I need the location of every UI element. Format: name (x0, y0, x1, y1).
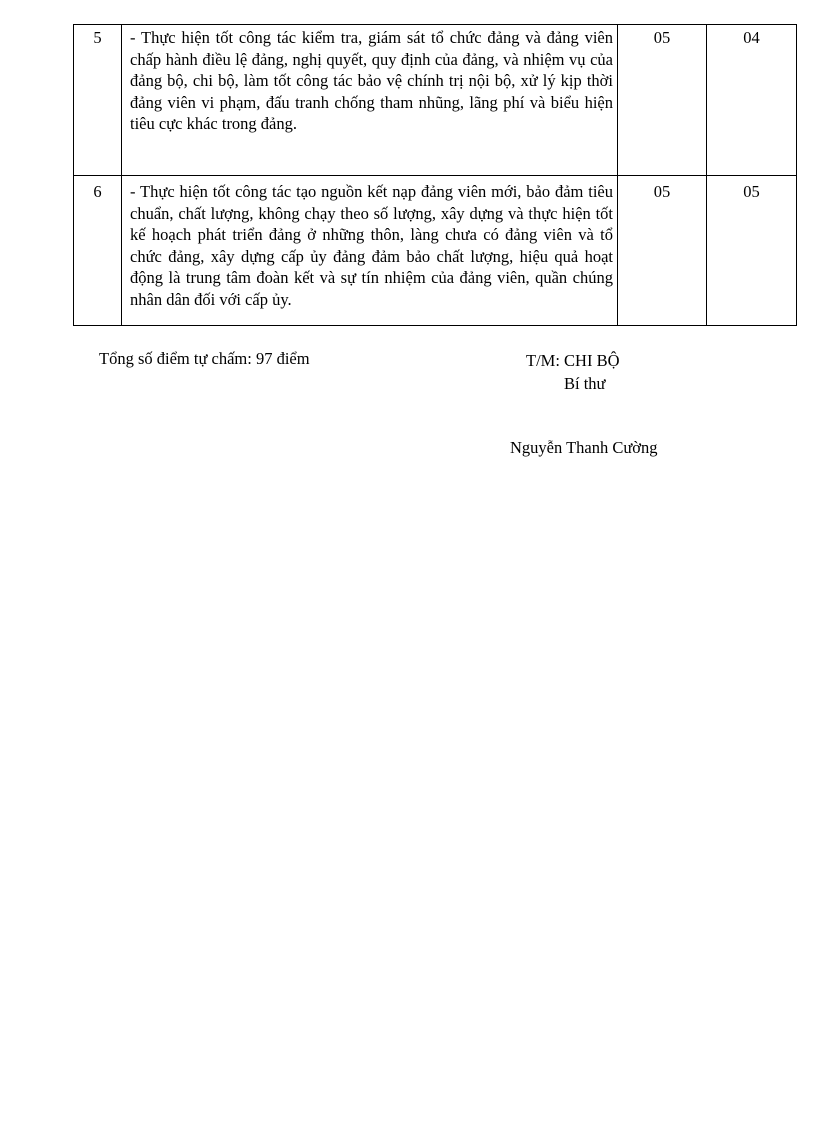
row-number-cell (74, 25, 122, 176)
table-row (74, 176, 797, 326)
row-number: 5 (93, 28, 102, 47)
criterion-content-cell (122, 25, 618, 176)
criterion-content: - Thực hiện tốt công tác kiểm tra, giám sát tổ chức đảng và đảng viên chấp hành điều lệ đảng, nghị quyết, quy định của đảng, và nhiệm vụ của đảng bộ, chi bộ, làm tốt công tác bảo vệ chính trị nội bộ, xử lý kịp thời đảng viên vi phạm, đấu tranh chống tham nhũng, lãng phí và biểu hiện tiêu cực khác trong đảng. (130, 28, 613, 133)
signature-block (500, 349, 690, 459)
signer-name: Nguyễn Thanh Cường (510, 438, 658, 457)
max-score: 05 (653, 182, 671, 201)
criterion-content-cell (122, 176, 618, 326)
self-score: 04 (743, 28, 760, 47)
total-self-score: Tổng số điểm tự chấm: 97 điểm (99, 349, 310, 368)
criterion-content: - Thực hiện tốt công tác tạo nguồn kết nạp đảng viên mới, bảo đảm tiêu chuẩn, chất lượng, không chạy theo số lượng, xây dựng và thực hiện tốt kế hoạch phát triển đảng ở những thôn, làng chưa có đảng viên và tổ chức đảng, xây dựng cấp ủy đảng đảm bảo chất lượng, hiệu quả hoạt động là trung tâm đoàn kết và sự tín nhiệm của đảng viên, quần chúng nhân dân đối với cấp ủy. (130, 182, 613, 309)
row-number-cell (74, 176, 122, 326)
criteria-table (73, 24, 797, 326)
max-score: 05 (653, 28, 671, 47)
max-score-cell (618, 25, 707, 176)
self-score-cell (707, 176, 797, 326)
signer-role: Bí thư (564, 374, 606, 393)
on-behalf-label: T/M: CHI BỘ (526, 351, 620, 370)
max-score-cell (618, 176, 707, 326)
self-score: 05 (743, 182, 760, 201)
table-row (74, 25, 797, 176)
self-score-cell (707, 25, 797, 176)
row-number: 6 (93, 182, 102, 201)
